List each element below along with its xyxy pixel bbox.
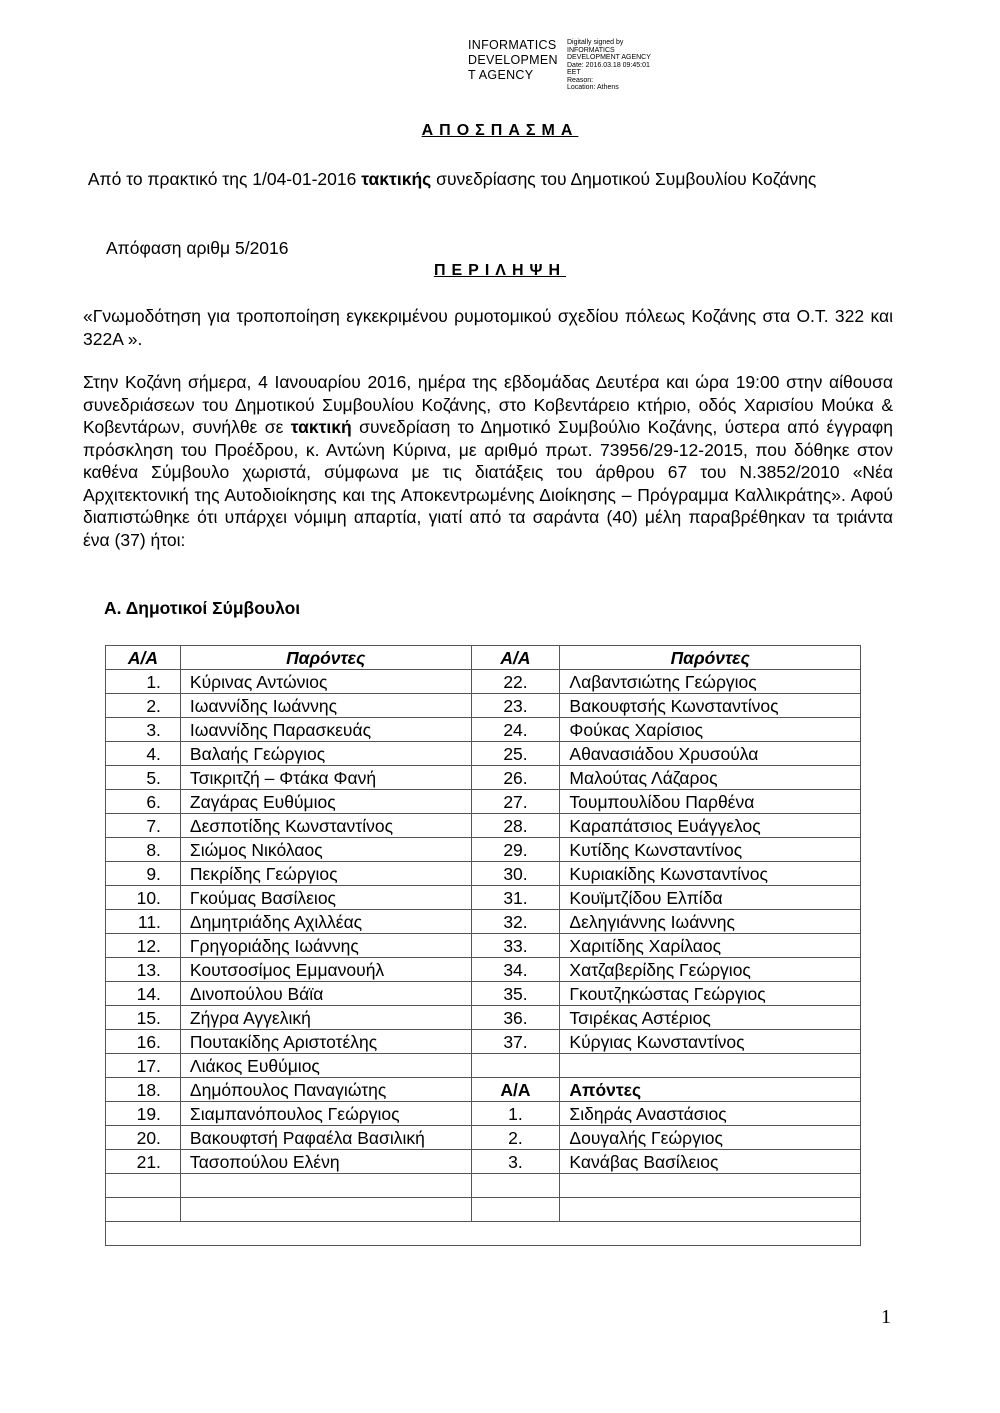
row-number: 31.	[471, 886, 560, 910]
row-number: 29.	[471, 838, 560, 862]
table-row	[106, 982, 861, 1006]
empty-cell	[106, 1174, 181, 1198]
page-number: 1	[881, 1306, 891, 1328]
attendance-table	[105, 645, 861, 1246]
table-row	[106, 862, 861, 886]
row-number: 37.	[471, 1030, 560, 1054]
table-row	[106, 886, 861, 910]
row-number: 5.	[106, 766, 181, 790]
header-present: Παρόντες	[560, 646, 861, 670]
row-number: 1.	[106, 670, 181, 694]
member-name: Καραπάτσιος Ευάγγελος	[560, 814, 861, 838]
table-row	[106, 766, 861, 790]
member-name: Ζαγάρας Ευθύμιος	[180, 790, 471, 814]
table-row	[106, 790, 861, 814]
table-row	[106, 670, 861, 694]
row-number: 1.	[471, 1102, 560, 1126]
table-row	[106, 742, 861, 766]
row-number: 16.	[106, 1030, 181, 1054]
member-name: Λιάκος Ευθύμιος	[180, 1054, 471, 1078]
member-name: Κυτίδης Κωνσταντίνος	[560, 838, 861, 862]
row-number: 30.	[471, 862, 560, 886]
row-number: 28.	[471, 814, 560, 838]
member-name: Δημόπουλος Παναγιώτης	[180, 1078, 471, 1102]
member-name: Ιωαννίδης Παρασκευάς	[180, 718, 471, 742]
row-number: 10.	[106, 886, 181, 910]
intro-paragraph: Από το πρακτικό της 1/04-01-2016 τακτικής συνεδρίασης του Δημοτικού Συμβουλίου Κοζάνης	[87, 169, 817, 189]
member-name: Δεληγιάννης Ιωάννης	[560, 910, 861, 934]
subject-paragraph: «Γνωμοδότηση για τροποποίηση εγκεκριμένου ρυμοτομικού σχεδίου πόλεως Κοζάνης στα Ο.Τ. 322 και 322Α ».	[83, 306, 893, 349]
member-name: Γκούμας Βασίλειος	[180, 886, 471, 910]
member-name: Κουϊμτζίδου Ελπίδα	[560, 886, 861, 910]
row-number: 32.	[471, 910, 560, 934]
body-paragraph: Στην Κοζάνη σήμερα, 4 Ιανουαρίου 2016, ημέρα της εβδομάδας Δευτέρα και ώρα 19:00 στην αίθουσα συνεδριάσεων του Δημοτικού Συμβουλίου Κοζάνης, στο Κοβεντάρειο κτήριο, οδός Χαρισίου Μούκα & Κοβεντάρων, συνήλθε σε τακτική συνεδρίαση το Δημοτικό Συμβούλιο Κοζάνης, ύστερα από έγγραφη πρόσκληση του Προέδρου, κ. Αντώνη Κύρινα, με αριθμό πρωτ. 73956/29-12-2015, που δόθηκε στον καθένα Σύμβουλο χωριστά, σύμφωνα με τις διατάξεις του άρθρου 67 του Ν.3852/2010 «Νέα Αρχιτεκτονική της Αυτοδιοίκησης και της Αποκεντρωμένης Διοίκησης – Πρόγραμμα Καλλικράτης». Αφού διαπιστώθηκε ότι υπάρχει νόμιμη απαρτία, γιατί από τα σαράντα (40) μέλη παραβρέθηκαν τα τριάντα ένα (37) ήτοι:	[83, 372, 893, 550]
member-name: Τσιρέκας Αστέριος	[560, 1006, 861, 1030]
row-number: 9.	[106, 862, 181, 886]
table-row	[106, 1102, 861, 1126]
signature-name: INFORMATICS DEVELOPMEN T AGENCY	[468, 38, 558, 82]
row-number: 36.	[471, 1006, 560, 1030]
empty-cell	[106, 1222, 861, 1246]
header-aa: Α/Α	[471, 646, 560, 670]
row-number: 35.	[471, 982, 560, 1006]
table-row	[106, 1006, 861, 1030]
table-row	[106, 934, 861, 958]
member-name: Κύργιας Κωνσταντίνος	[560, 1030, 861, 1054]
empty-row	[106, 1174, 861, 1198]
row-number: 27.	[471, 790, 560, 814]
member-name: Σιδηράς Αναστάσιος	[560, 1102, 861, 1126]
member-name: Χατζαβερίδης Γεώργιος	[560, 958, 861, 982]
section-heading: Α. Δημοτικοί Σύμβουλοι	[104, 598, 301, 618]
empty-cell	[471, 1174, 560, 1198]
member-name: Δεσποτίδης Κωνσταντίνος	[180, 814, 471, 838]
row-number: 2.	[106, 694, 181, 718]
member-name: Δινοπούλου Βάϊα	[180, 982, 471, 1006]
member-name: Πεκρίδης Γεώργιος	[180, 862, 471, 886]
table-row	[106, 1030, 861, 1054]
row-number: 3.	[106, 718, 181, 742]
member-name: Σιώμος Νικόλαος	[180, 838, 471, 862]
row-number: 22.	[471, 670, 560, 694]
header-aa: Α/Α	[106, 646, 181, 670]
table-row	[106, 1078, 861, 1102]
table-row	[106, 1126, 861, 1150]
empty-cell	[560, 1174, 861, 1198]
row-number: 20.	[106, 1126, 181, 1150]
member-name: Τσικριτζή – Φτάκα Φανή	[180, 766, 471, 790]
row-number: 12.	[106, 934, 181, 958]
table-row	[106, 1054, 861, 1078]
member-name: Κυριακίδης Κωνσταντίνος	[560, 862, 861, 886]
empty-cell	[560, 1198, 861, 1222]
member-name: Τασοπούλου Ελένη	[180, 1150, 471, 1174]
row-number: 14.	[106, 982, 181, 1006]
row-number: 11.	[106, 910, 181, 934]
row-number	[471, 1054, 560, 1078]
member-name: Φούκας Χαρίσιος	[560, 718, 861, 742]
empty-cell	[180, 1198, 471, 1222]
row-number: 2.	[471, 1126, 560, 1150]
member-name: Αθανασιάδου Χρυσούλα	[560, 742, 861, 766]
row-number: 26.	[471, 766, 560, 790]
table-row	[106, 958, 861, 982]
member-name: Κουτσοσίμος Εμμανουήλ	[180, 958, 471, 982]
decision-number: Απόφαση αριθμ 5/2016	[106, 238, 289, 258]
member-name: Λαβαντσιώτης Γεώργιος	[560, 670, 861, 694]
table-row	[106, 814, 861, 838]
table-header-row	[106, 646, 861, 670]
row-number: 21.	[106, 1150, 181, 1174]
member-name: Ζήγρα Αγγελική	[180, 1006, 471, 1030]
member-name: Κανάβας Βασίλειος	[560, 1150, 861, 1174]
row-number: 33.	[471, 934, 560, 958]
header-present: Παρόντες	[180, 646, 471, 670]
row-number: 19.	[106, 1102, 181, 1126]
member-name: Πουτακίδης Αριστοτέλης	[180, 1030, 471, 1054]
member-name: Βακουφτσής Κωνσταντίνος	[560, 694, 861, 718]
member-name: Βακουφτσή Ραφαέλα Βασιλική	[180, 1126, 471, 1150]
empty-cell	[180, 1174, 471, 1198]
empty-row	[106, 1198, 861, 1222]
member-name: Γκουτζηκώστας Γεώργιος	[560, 982, 861, 1006]
member-name: Τουμπουλίδου Παρθένα	[560, 790, 861, 814]
row-number: 18.	[106, 1078, 181, 1102]
member-name: Κύρινας Αντώνιος	[180, 670, 471, 694]
member-name: Μαλούτας Λάζαρος	[560, 766, 861, 790]
row-number: 3.	[471, 1150, 560, 1174]
row-number: 8.	[106, 838, 181, 862]
row-number: 15.	[106, 1006, 181, 1030]
empty-row	[106, 1222, 861, 1246]
row-number: 4.	[106, 742, 181, 766]
member-name: Ιωαννίδης Ιωάννης	[180, 694, 471, 718]
table-row	[106, 1150, 861, 1174]
row-number: 24.	[471, 718, 560, 742]
empty-cell	[106, 1198, 181, 1222]
table-row	[106, 718, 861, 742]
empty-cell	[471, 1198, 560, 1222]
table-row	[106, 838, 861, 862]
row-number: 23.	[471, 694, 560, 718]
member-name	[560, 1054, 861, 1078]
member-name: Απόντες	[560, 1078, 861, 1102]
row-number: 17.	[106, 1054, 181, 1078]
member-name: Δουγαλής Γεώργιος	[560, 1126, 861, 1150]
row-number: Α/Α	[471, 1078, 560, 1102]
row-number: 13.	[106, 958, 181, 982]
member-name: Δημητριάδης Αχιλλέας	[180, 910, 471, 934]
summary-title: ΠΕΡΙΛΗΨΗ	[433, 262, 567, 279]
member-name: Βαλαής Γεώργιος	[180, 742, 471, 766]
member-name: Σιαμπανόπουλος Γεώργιος	[180, 1102, 471, 1126]
row-number: 7.	[106, 814, 181, 838]
digital-signature	[468, 38, 651, 92]
table-row	[106, 910, 861, 934]
table-row	[106, 694, 861, 718]
member-name: Χαριτίδης Χαρίλαος	[560, 934, 861, 958]
document-title: ΑΠΟΣΠΑΣΜΑ	[421, 122, 579, 139]
row-number: 34.	[471, 958, 560, 982]
row-number: 6.	[106, 790, 181, 814]
member-name: Γρηγοριάδης Ιωάννης	[180, 934, 471, 958]
signature-details: Digitally signed by INFORMATICS DEVELOPMENT AGENCY Date: 2016.03.18 09:45:01 EET Reason: Location: Athens	[567, 39, 651, 91]
row-number: 25.	[471, 742, 560, 766]
